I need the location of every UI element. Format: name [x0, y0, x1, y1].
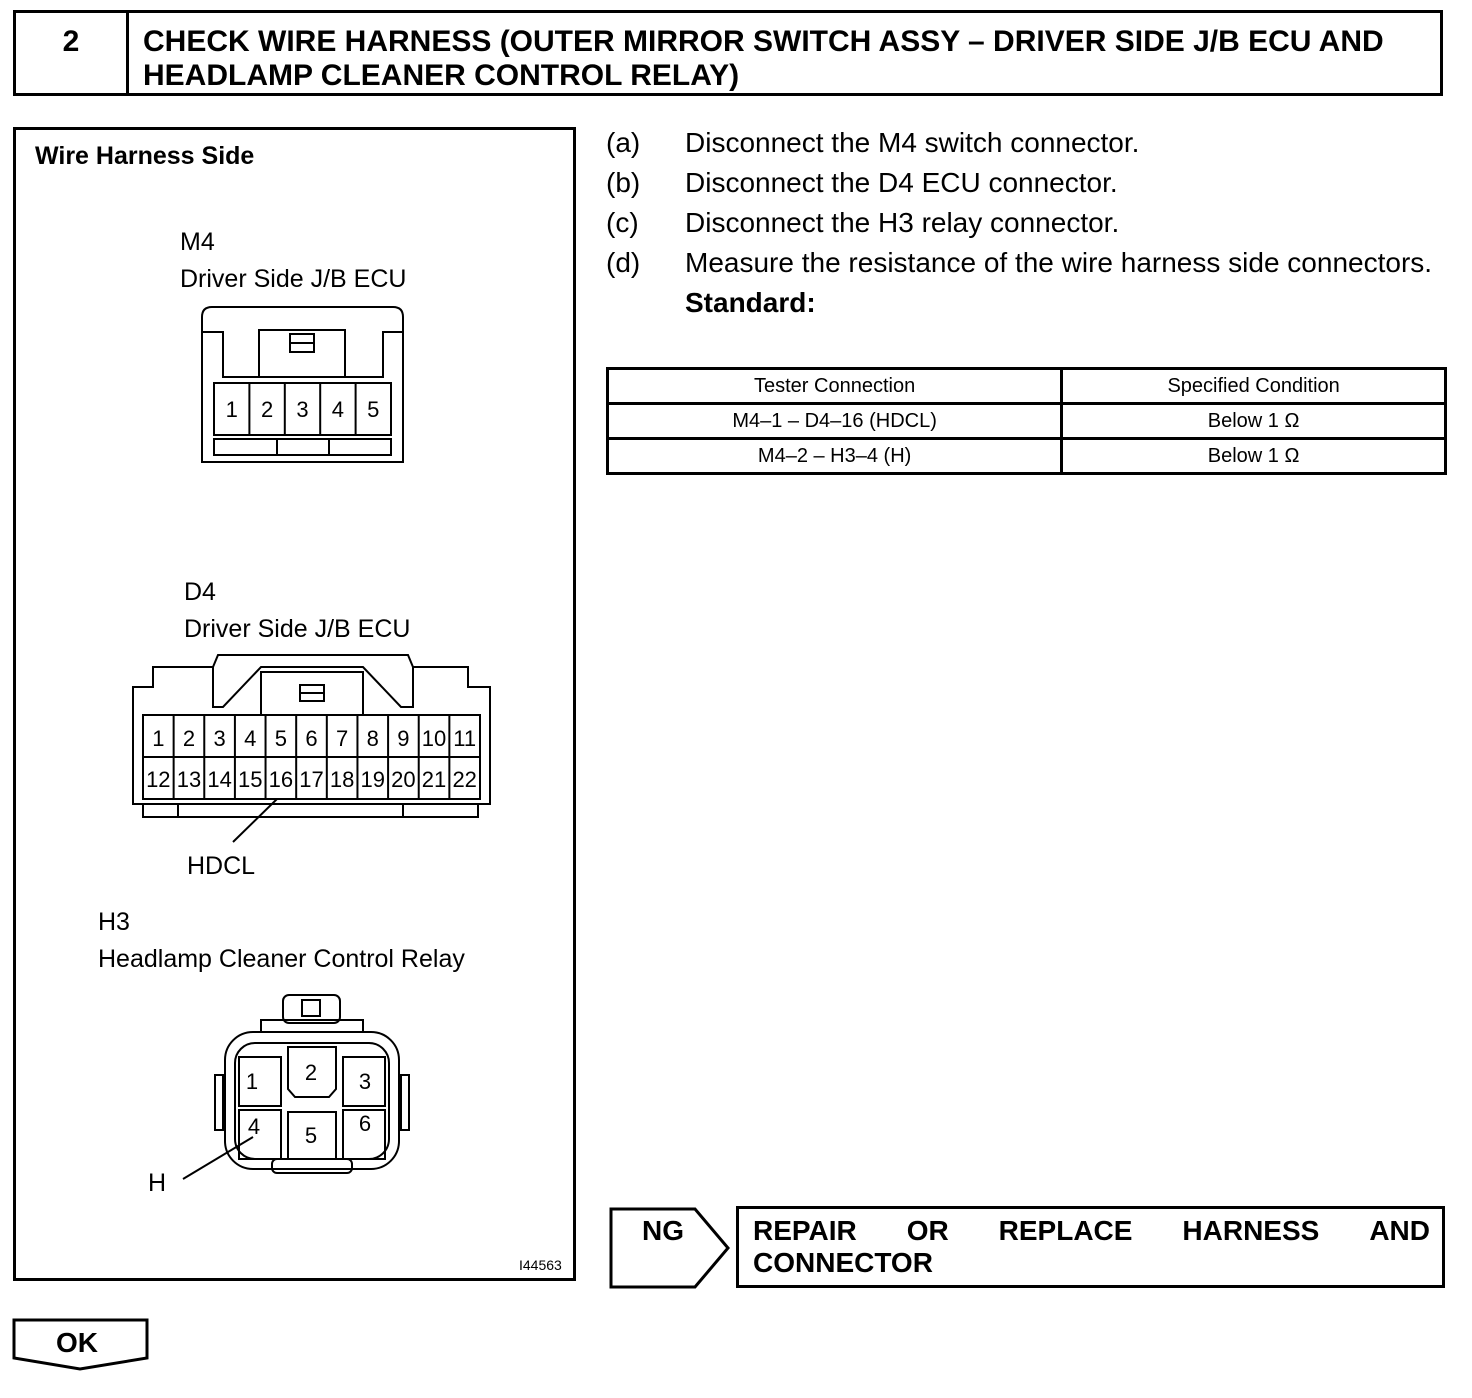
pin-number: 13: [176, 767, 202, 792]
h3-code: H3: [98, 908, 130, 936]
pin-number: 5: [367, 397, 380, 422]
m4-name: Driver Side J/B ECU: [180, 265, 407, 293]
ng-action-word: HARNESS: [1182, 1215, 1320, 1246]
pin-number: 22: [452, 767, 477, 792]
step-letter: (b): [606, 167, 641, 198]
pin-number: 3: [296, 397, 309, 422]
pin-number: 4: [247, 1114, 261, 1139]
step-letter: (d): [606, 247, 641, 278]
table-cell: M4–1 – D4–16 (HDCL): [608, 404, 1062, 439]
step-text: Disconnect the D4 ECU connector.: [685, 167, 1118, 198]
ng-action-word: REPAIR: [753, 1215, 857, 1246]
instruction-steps: [606, 123, 1451, 323]
table-row: [608, 439, 1446, 474]
figure-id: I44563: [519, 1257, 562, 1273]
pin-number: 17: [299, 767, 324, 792]
panel-title: Wire Harness Side: [35, 142, 255, 170]
pin-number: 6: [358, 1111, 372, 1136]
pin-number: 5: [304, 1123, 318, 1148]
ok-label: OK: [56, 1327, 98, 1358]
pin-number: 12: [146, 767, 171, 792]
pin-number: 15: [237, 767, 263, 792]
pin-number: 6: [305, 726, 318, 751]
step-number: 2: [16, 13, 129, 93]
pin-number: 2: [304, 1060, 318, 1085]
m4-connector: [202, 307, 403, 462]
ng-action-word: REPLACE: [998, 1215, 1133, 1246]
pin-number: 5: [274, 726, 287, 751]
h3-connector: [183, 995, 409, 1179]
standard-label: Standard:: [685, 287, 816, 318]
table-header-cell: Specified Condition: [1062, 369, 1446, 404]
pin-number: 4: [244, 726, 257, 751]
step-letter: (c): [606, 207, 639, 238]
table-header-cell: Tester Connection: [608, 369, 1062, 404]
pin-number: 7: [336, 726, 349, 751]
pin-number: 20: [391, 767, 416, 792]
pin-number: 4: [331, 397, 345, 422]
pin-number: 14: [207, 767, 232, 792]
wire-harness-diagram: [13, 127, 576, 1281]
step-text: Disconnect the H3 relay connector.: [685, 207, 1120, 238]
step-letter: (a): [606, 127, 641, 158]
step-title: CHECK WIRE HARNESS (OUTER MIRROR SWITCH ASSY – DRIVER SIDE J/B ECU AND HEADLAMP CLEANER CONTROL RELAY): [143, 25, 1384, 92]
step-a: [606, 123, 1451, 163]
m4-code: M4: [180, 228, 215, 256]
step-header: [13, 10, 1443, 96]
pin-number: 1: [225, 397, 238, 422]
step-text: Disconnect the M4 switch connector.: [685, 127, 1140, 158]
pin-number: 3: [358, 1069, 372, 1094]
pin-number: 19: [360, 767, 386, 792]
pin-number: 16: [268, 767, 294, 792]
table-cell: Below 1 Ω: [1062, 404, 1446, 439]
pin-number: 3: [213, 726, 226, 751]
pin-number: 11: [453, 726, 477, 751]
pin-number: 18: [329, 767, 355, 792]
pin-number: 2: [182, 726, 196, 751]
ng-action-line1: [753, 1215, 1430, 1247]
pin-number: 1: [245, 1069, 259, 1094]
ng-action-box: [736, 1206, 1445, 1288]
pin-number: 9: [397, 726, 410, 751]
h3-callout-h: H: [148, 1169, 167, 1197]
step-text: Measure the resistance of the wire harness side connectors.: [685, 247, 1433, 278]
pin-number: 10: [421, 726, 447, 751]
connector-diagram: [13, 127, 576, 1281]
pin-number: 8: [366, 726, 379, 751]
pin-number: 2: [260, 397, 274, 422]
d4-connector: [133, 655, 490, 842]
step-c: [606, 203, 1451, 243]
table-cell: Below 1 Ω: [1062, 439, 1446, 474]
ng-action-word: OR: [906, 1215, 949, 1246]
ng-label: NG: [642, 1215, 684, 1246]
table-header-row: [608, 369, 1446, 404]
h3-name: Headlamp Cleaner Control Relay: [98, 945, 465, 973]
d4-callout-hdcl: HDCL: [187, 852, 256, 880]
spec-table: [606, 367, 1447, 475]
pin-number: 1: [152, 726, 165, 751]
ng-action-word: AND: [1369, 1215, 1430, 1246]
table-row: [608, 404, 1446, 439]
ng-action-line2: CONNECTOR: [753, 1247, 933, 1278]
d4-code: D4: [184, 578, 216, 606]
d4-name: Driver Side J/B ECU: [184, 615, 411, 643]
step-d: [606, 243, 1451, 283]
step-b: [606, 163, 1451, 203]
pin-number: 21: [421, 767, 447, 792]
table-cell: M4–2 – H3–4 (H): [608, 439, 1062, 474]
